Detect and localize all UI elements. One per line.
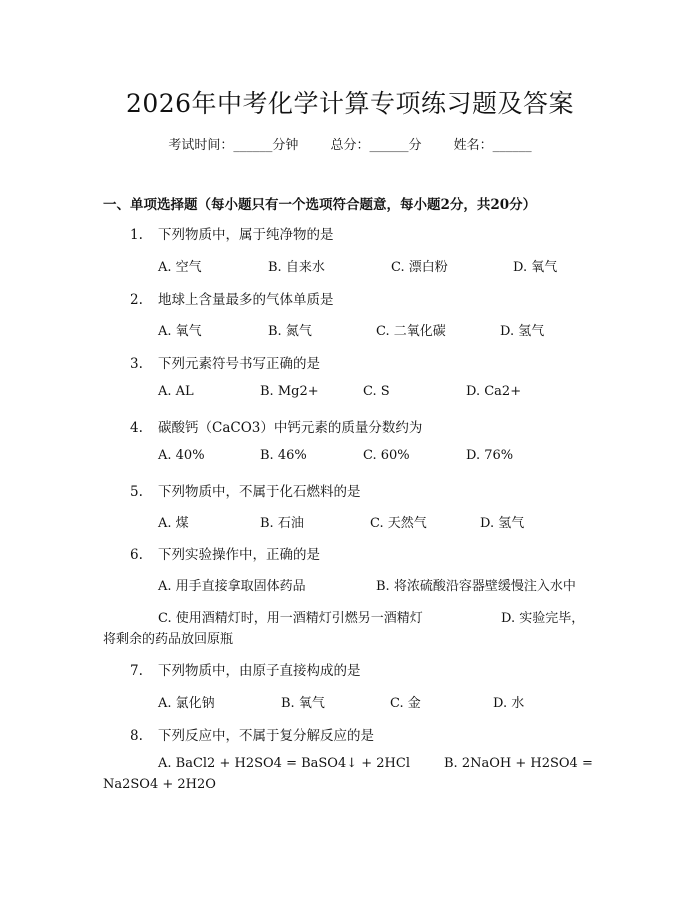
option-d: D. 76% <box>466 448 514 463</box>
question-number: 6. <box>130 547 143 563</box>
option-c: C. 二氧化碳 <box>376 324 446 339</box>
question-number: 7. <box>130 663 143 679</box>
section-heading: 一、单项选择题（每小题只有一个选项符合题意，每小题2分，共20分） <box>103 197 537 213</box>
question-text: 下列实验操作中，正确的是 <box>158 547 320 563</box>
option-b: B. 氮气 <box>268 324 312 339</box>
option-d: D. 氢气 <box>500 324 545 339</box>
question-text: 下列物质中，由原子直接构成的是 <box>158 663 361 679</box>
question-text: 地球上含量最多的气体单质是 <box>158 292 334 308</box>
option-d-continuation: 将剩余的药品放回原瓶 <box>103 632 234 647</box>
option-a: A. 空气 <box>158 260 202 275</box>
exam-score: 总分：______分 <box>330 138 422 153</box>
option-c: C. 60% <box>363 448 410 463</box>
question-text: 下列物质中，不属于化石燃料的是 <box>158 484 361 500</box>
option-a: A. 煤 <box>158 516 189 531</box>
question-7 <box>130 659 361 679</box>
question-number: 5. <box>130 484 143 500</box>
question-3 <box>130 352 320 372</box>
question-number: 4. <box>130 420 143 436</box>
option-c: C. 使用酒精灯时，用一酒精灯引燃另一酒精灯 <box>158 611 423 626</box>
question-number: 3. <box>130 356 143 372</box>
option-b: B. 46% <box>260 448 307 463</box>
question-5 <box>130 480 361 500</box>
option-d: D. Ca2+ <box>466 384 522 399</box>
option-c: C. S <box>363 384 390 399</box>
question-number: 1. <box>130 227 143 243</box>
option-b-continuation: Na2SO4 + 2H2O <box>103 777 216 792</box>
question-6 <box>130 543 320 563</box>
option-b: B. Mg2+ <box>260 384 319 399</box>
question-8 <box>130 724 374 744</box>
question-1 <box>130 223 334 243</box>
option-a: A. BaCl2 + H2SO4 = BaSO4↓ + 2HCl <box>158 756 410 771</box>
question-number: 2. <box>130 292 143 308</box>
exam-info <box>0 134 700 153</box>
option-d: D. 氢气 <box>480 516 525 531</box>
option-a: A. 氯化钠 <box>158 696 215 711</box>
option-c: C. 漂白粉 <box>391 260 448 275</box>
option-d: D. 氧气 <box>513 260 558 275</box>
option-a: A. 40% <box>158 448 205 463</box>
option-a: A. 氧气 <box>158 324 202 339</box>
exam-time: 考试时间：______分钟 <box>168 138 299 153</box>
option-b: B. 石油 <box>260 516 304 531</box>
option-b: B. 自来水 <box>268 260 325 275</box>
option-d: D. 水 <box>493 696 525 711</box>
question-text: 下列物质中，属于纯净物的是 <box>158 227 334 243</box>
page-title: 2026年中考化学计算专项练习题及答案 <box>125 89 575 118</box>
question-number: 8. <box>130 728 143 744</box>
option-b: B. 2NaOH + H2SO4 = <box>444 756 593 771</box>
question-4 <box>130 416 422 436</box>
option-c: C. 天然气 <box>370 516 427 531</box>
option-b: B. 将浓硫酸沿容器壁缓慢注入水中 <box>376 579 576 594</box>
question-2 <box>130 288 334 308</box>
question-text: 碳酸钙（CaCO3）中钙元素的质量分数约为 <box>158 420 423 436</box>
option-b: B. 氧气 <box>281 696 325 711</box>
option-a: A. 用手直接拿取固体药品 <box>158 579 306 594</box>
question-text: 下列元素符号书写正确的是 <box>158 356 320 372</box>
question-text: 下列反应中，不属于复分解反应的是 <box>158 728 374 744</box>
option-d: D. 实验完毕， <box>501 611 585 626</box>
exam-name: 姓名：______ <box>453 138 532 153</box>
option-c: C. 金 <box>390 696 421 711</box>
option-a: A. AL <box>158 384 194 399</box>
